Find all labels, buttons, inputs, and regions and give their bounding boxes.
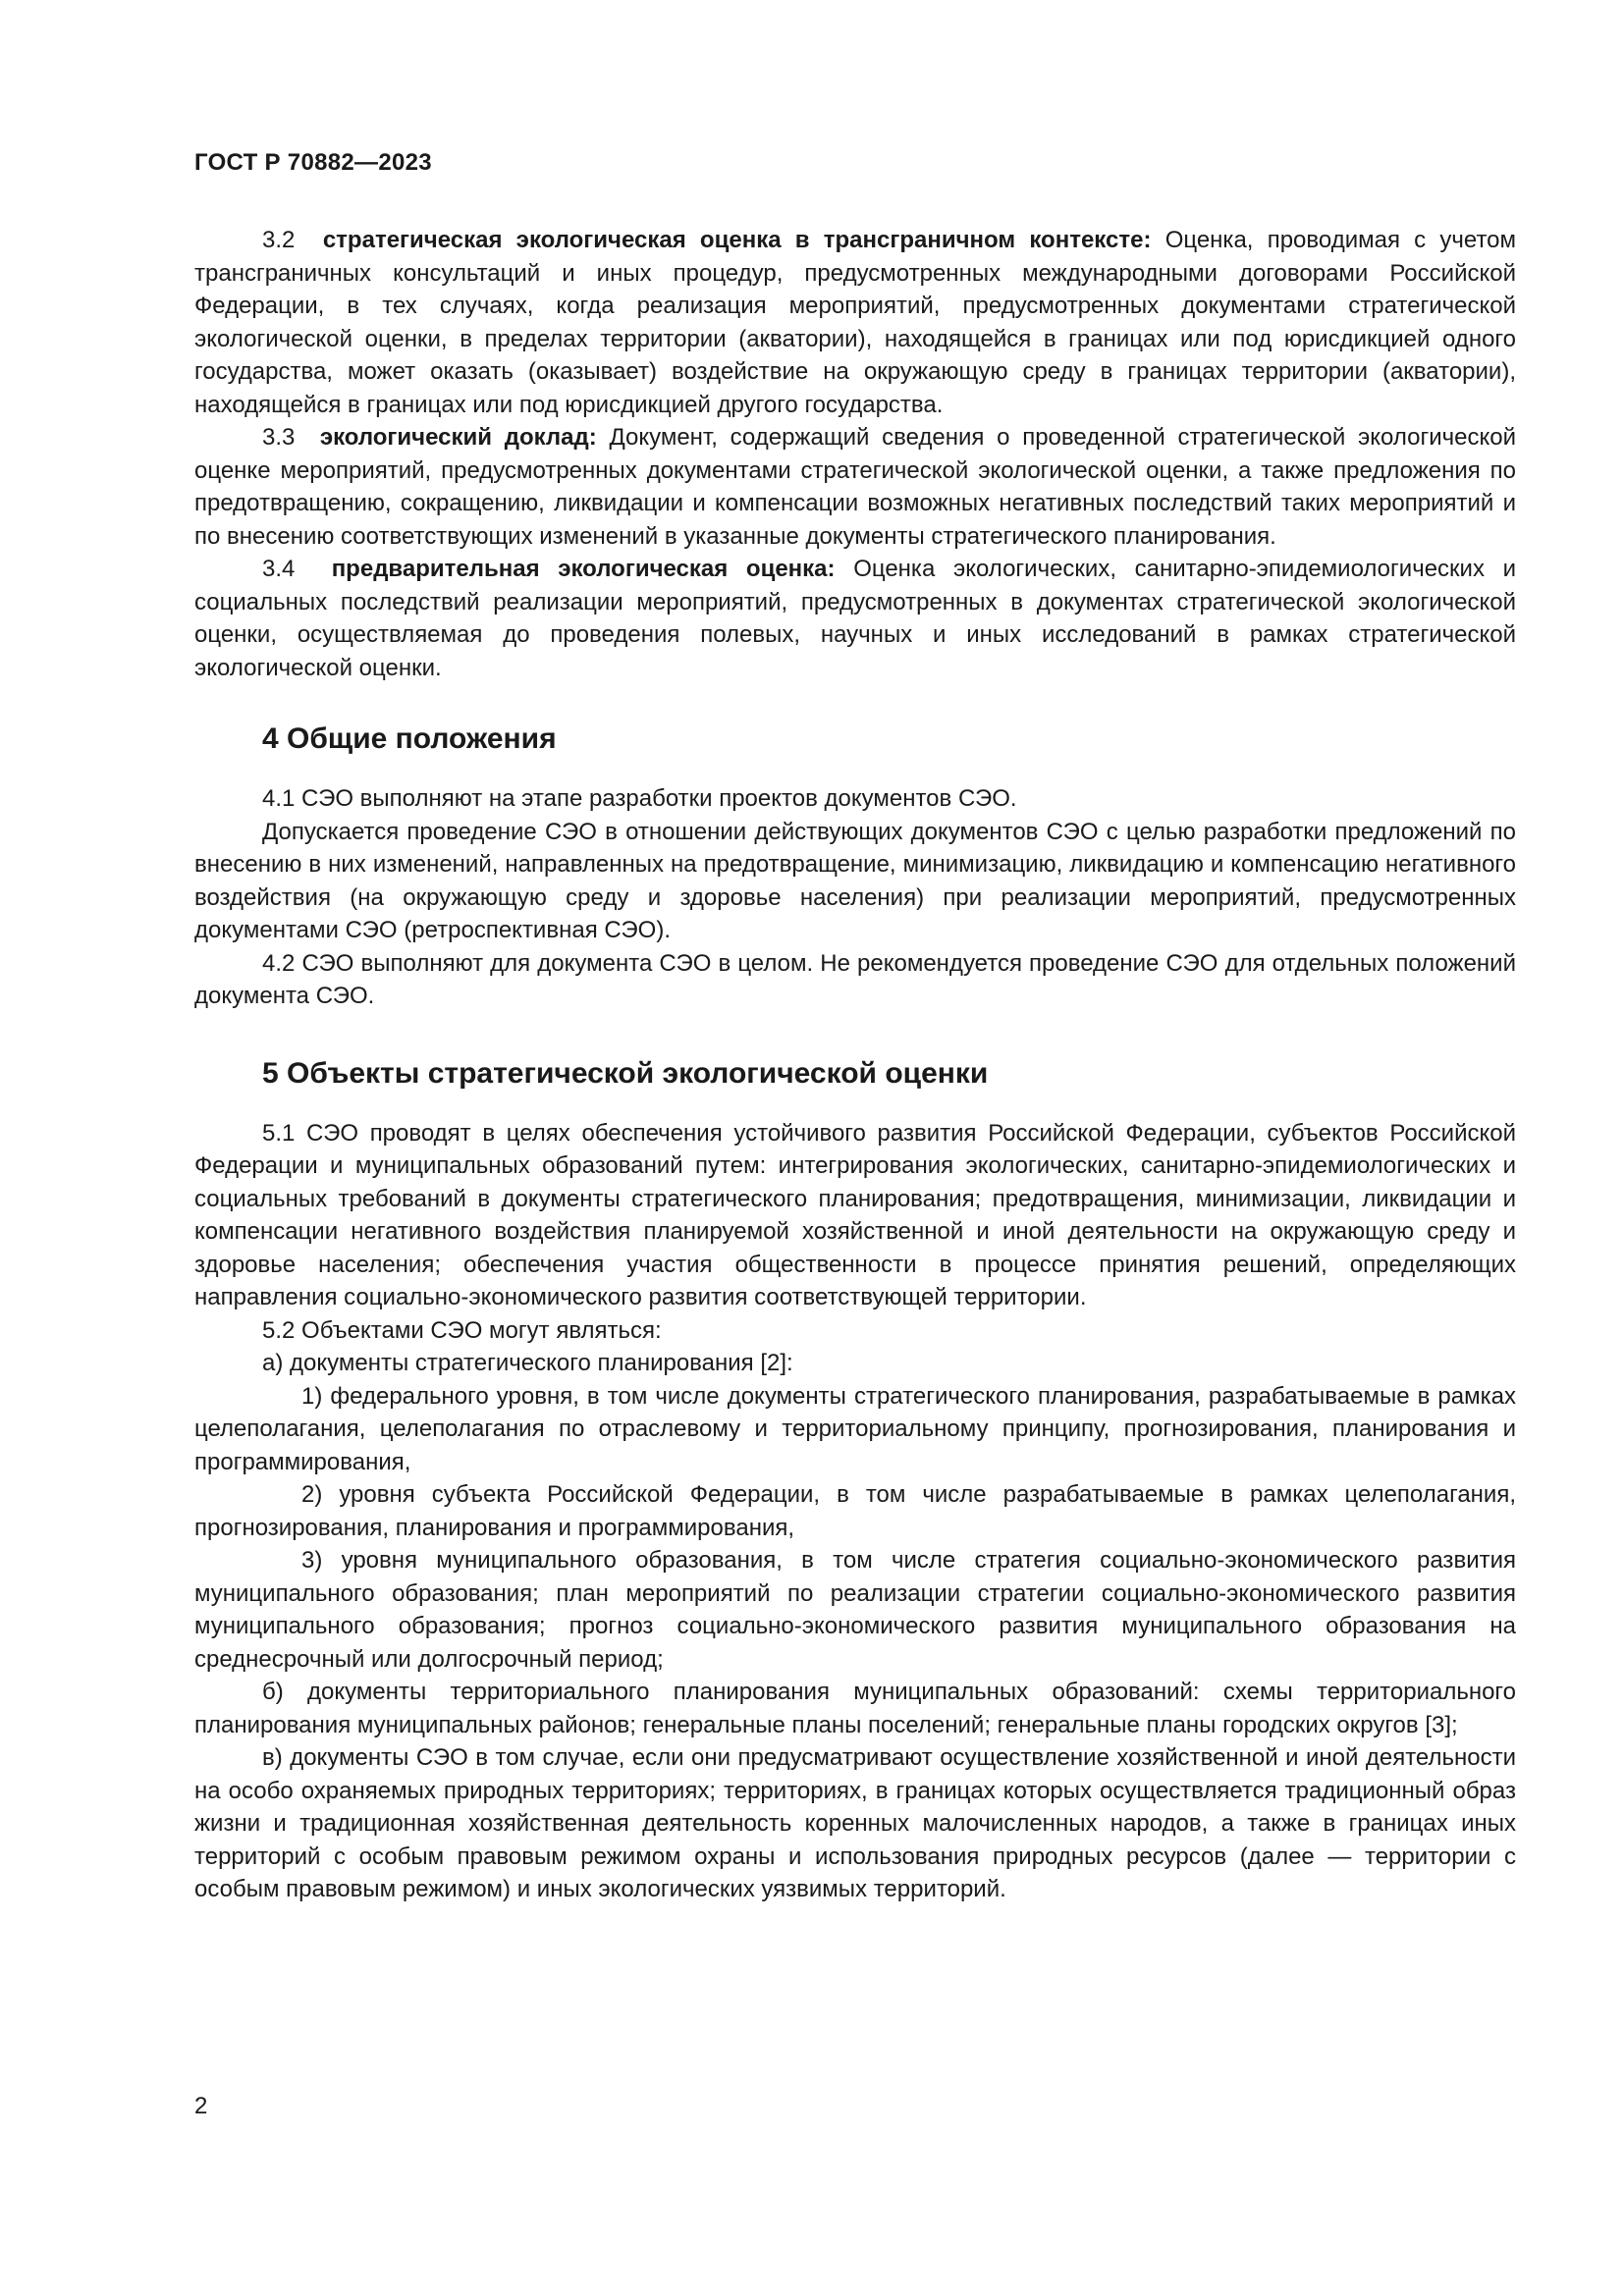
list-item-c: в) документы СЭО в том случае, если они предусматривают осуществление хозяйственной и иной деятельности на особо охраняемых природных территориях; территориях, в границах которых осуществляется традиционный образ жизни и традиционная хозяйственная деятельность коренных малочисленных народов, а также в границах иных территорий с особым правовым режимом охраны и использования природных ресурсов (далее — территории с особым правовым режимом) и иных экологических уязвимых территорий.	[194, 1744, 1516, 1902]
clause-5-1: 5.1 СЭО проводят в целях обеспечения устойчивого развития Российской Федерации, субъектов Российской Федерации и муниципальных образований путем: интегрирования экологических, санитарно-эпидемиологических и социальных требований в документы стратегического планирования; предотвращения, минимизации, ликвидации и компенсации негативного воздействия планируемой хозяйственной и иной деятельности на окружающую среду и здоровье населения; обеспечения участия общественности в процессе принятия решений, определяющих направления социально-экономического развития соответствующей территории.	[194, 1119, 1516, 1310]
clause-4-1: 4.1 СЭО выполняют на этапе разработки проектов документов СЭО.	[262, 785, 1017, 812]
term: стратегическая экологическая оценка в трансграничном контексте:	[322, 227, 1152, 253]
term: экологический доклад:	[319, 424, 597, 451]
section-4-heading: 4 Общие положения	[262, 722, 557, 755]
clause-number: 3.2	[262, 227, 296, 253]
definition: Документ, содержащий сведения о проведенной стратегической экологической оценке мероприятий, предусмотренных документами стратегической экологической оценки, а также предложения по предотвращению, сокращению, ликвидации и компенсации возможных негативных последствий таких мероприятий и по внесению соответствующих изменений в указанные документы стратегического планирования.	[194, 424, 1516, 550]
document-body	[194, 224, 1516, 1906]
page-number: 2	[194, 2093, 208, 2119]
list-item-a-1: 1) федерального уровня, в том числе документы стратегического планирования, разрабатываемые в рамках целеполагания, целеполагания по отраслевому и территориальному принципу, прогнозирования, планирования и программирования,	[194, 1382, 1516, 1475]
list-item-a: а) документы стратегического планирования [2]:	[262, 1350, 793, 1376]
clause-number: 3.3	[262, 424, 296, 451]
list-item-a-2: 2) уровня субъекта Российской Федерации, в том числе разрабатываемые в рамках целеполагания, прогнозирования, планирования и программирования,	[194, 1481, 1516, 1541]
definition: Оценка экологических, санитарно-эпидемиологических и социальных последствий реализации мероприятий, предусмотренных в документах стратегической экологической оценки, осуществляемая до проведения полевых, научных и иных исследований в рамках стратегической экологической оценки.	[194, 556, 1517, 681]
definition: Оценка, проводимая с учетом трансграничных консультаций и иных процедур, предусмотренных международными договорами Российской Федерации, в тех случаях, когда реализация мероприятий, предусмотренных документами стратегической экологической оценки, в пределах территории (акватории), находящейся в границах или под юрисдикцией одного государства, может оказать (оказывает) воздействие на окружающую среду в границах территории (акватории), находящейся в границах или под юрисдикцией другого государства.	[194, 227, 1517, 418]
list-item-a-3: 3) уровня муниципального образования, в том числе стратегия социально-экономического развития муниципального образования; план мероприятий по реализации стратегии социально-экономического развития муниципального образования; прогноз социально-экономического развития муниципального образования на среднесрочный или долгосрочный период;	[194, 1547, 1516, 1673]
standard-header: ГОСТ Р 70882—2023	[194, 149, 432, 176]
list-item-b: б) документы территориального планирования муниципальных образований: схемы территориального планирования муниципальных районов; генеральные планы поселений; генеральные планы городских округов [3];	[194, 1679, 1516, 1738]
clause-number: 3.4	[262, 556, 296, 582]
clause-3-4	[194, 553, 1516, 684]
clause-5-2: 5.2 Объектами СЭО могут являться:	[262, 1316, 662, 1344]
clause-3-2	[194, 224, 1516, 421]
clause-3-3	[194, 421, 1516, 553]
term: предварительная экологическая оценка:	[331, 556, 836, 582]
clause-4-1-paragraph: Допускается проведение СЭО в отношении действующих документов СЭО с целью разработки предложений по внесению в них изменений, направленных на предотвращение, минимизацию, ликвидацию и компенсацию негативного воздействия (на окружающую среду и здоровье населения) при реализации мероприятий, предусмотренных документами СЭО (ретроспективная СЭО).	[194, 818, 1516, 943]
section-5-heading: 5 Объекты стратегической экологической оценки	[262, 1056, 989, 1090]
clause-4-2: 4.2 СЭО выполняют для документа СЭО в целом. Не рекомендуется проведение СЭО для отдельных положений документа СЭО.	[194, 949, 1516, 1009]
